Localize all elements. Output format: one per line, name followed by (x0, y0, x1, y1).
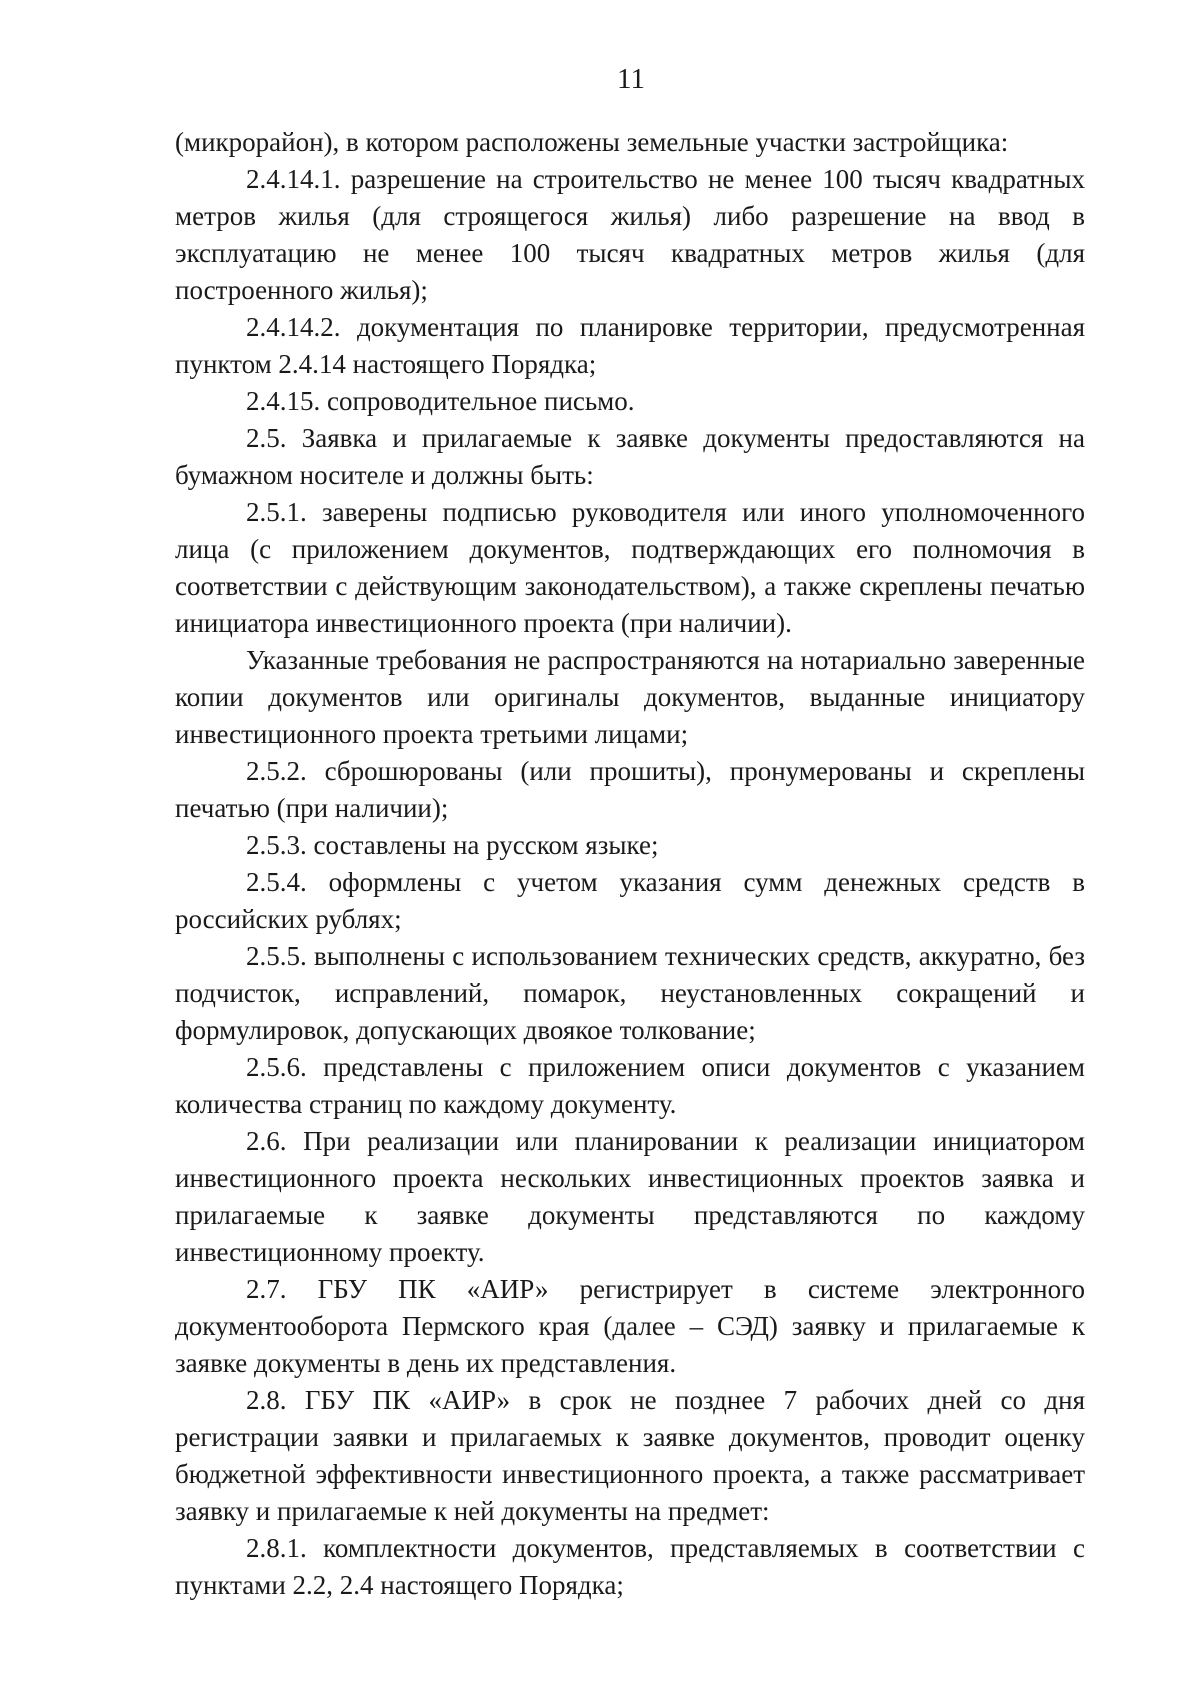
paragraph-2-5-5: 2.5.5. выполнены с использованием технических средств, аккуратно, без подчисток, исправлений, помарок, неустановленных сокращений и формулировок, допускающих двоякое толкование; (175, 941, 1085, 1045)
paragraph-2-5: 2.5. Заявка и прилагаемые к заявке документы предоставляются на бумажном носителе и должны быть: (175, 423, 1085, 490)
paragraph-2-4-14-1: 2.4.14.1. разрешение на строительство не менее 100 тысяч квадратных метров жилья (для строящегося жилья) либо разрешение на ввод в эксплуатацию не менее 100 тысяч квадратных метров жилья (для построенного жилья); (175, 164, 1085, 305)
paragraph-2-5-3: 2.5.3. составлены на русском языке; (246, 830, 659, 860)
document-body (175, 124, 1085, 1604)
paragraph-requirements-note: Указанные требования не распространяются на нотариально заверенные копии документов или оригиналы документов, выданные инициатору инвестиционного проекта третьими лицами; (175, 645, 1085, 749)
page-number: 11 (617, 63, 645, 95)
paragraph-2-5-1: 2.5.1. заверены подписью руководителя или иного уполномоченного лица (с приложением документов, подтверждающих его полномочия в соответствии с действующим законодательством), а также скреплены печатью инициатора инвестиционного проекта (при наличии). (175, 497, 1085, 638)
paragraph-2-4-15: 2.4.15. сопроводительное письмо. (246, 386, 635, 416)
paragraph-continuation: (микрорайон), в котором расположены земельные участки застройщика: (175, 127, 1009, 157)
paragraph-2-5-6: 2.5.6. представлены с приложением описи документов с указанием количества страниц по каждому документу. (175, 1052, 1085, 1119)
paragraph-2-6: 2.6. При реализации или планировании к реализации инициатором инвестиционного проекта нескольких инвестиционных проектов заявка и прилагаемые к заявке документы представляются по каждому инвестиционному проекту. (175, 1126, 1085, 1267)
paragraph-2-5-2: 2.5.2. сброшюрованы (или прошиты), пронумерованы и скреплены печатью (при наличии); (175, 756, 1085, 823)
paragraph-2-8: 2.8. ГБУ ПК «АИР» в срок не позднее 7 рабочих дней со дня регистрации заявки и прилагаемых к заявке документов, проводит оценку бюджетной эффективности инвестиционного проекта, а также рассматривает заявку и прилагаемые к ней документы на предмет: (175, 1385, 1085, 1526)
paragraph-2-7: 2.7. ГБУ ПК «АИР» регистрирует в системе электронного документооборота Пермского края (далее – СЭД) заявку и прилагаемые к заявке документы в день их представления. (175, 1274, 1085, 1378)
paragraph-2-8-1: 2.8.1. комплектности документов, представляемых в соответствии с пунктами 2.2, 2.4 настоящего Порядка; (175, 1533, 1085, 1600)
paragraph-2-4-14-2: 2.4.14.2. документация по планировке территории, предусмотренная пунктом 2.4.14 настоящего Порядка; (175, 312, 1085, 379)
paragraph-2-5-4: 2.5.4. оформлены с учетом указания сумм денежных средств в российских рублях; (175, 867, 1085, 934)
